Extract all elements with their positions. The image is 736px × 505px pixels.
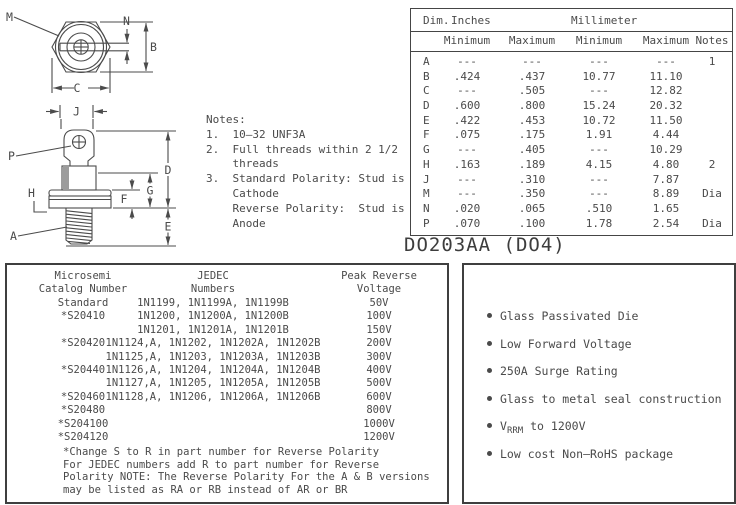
table-row bbox=[7, 391, 447, 404]
table-row bbox=[7, 310, 447, 323]
divider bbox=[411, 31, 732, 32]
dim-letter: H bbox=[423, 157, 430, 171]
table-row bbox=[411, 217, 732, 232]
dim-letter: A bbox=[423, 55, 430, 68]
peak-voltage: 1000V bbox=[363, 417, 395, 430]
col-header-max-inches: Maximum bbox=[508, 34, 556, 47]
footnote-line: Polarity NOTE: The Reverse Polarity For the A & B versions bbox=[63, 471, 430, 484]
inches-max: .405 bbox=[518, 143, 546, 157]
catalog-number: *S20410 bbox=[60, 310, 106, 323]
peak-voltage: 200V bbox=[366, 337, 392, 350]
jedec-numbers: 1N1200, 1N1200A, 1N1200B bbox=[137, 310, 289, 323]
note-line: Reverse Polarity: Stud is bbox=[206, 201, 405, 215]
catalog-number: *S204120 bbox=[57, 430, 109, 443]
inches-min: --- bbox=[457, 172, 477, 186]
mm-max: 8.89 bbox=[652, 187, 680, 201]
inches-max: .100 bbox=[518, 216, 546, 230]
inches-max: .350 bbox=[518, 187, 546, 201]
mm-max: 11.50 bbox=[649, 113, 683, 127]
header-microsemi: Microsemi bbox=[54, 270, 112, 282]
mm-max: 7.87 bbox=[652, 172, 680, 186]
dim-table-header-inches: Inches bbox=[451, 14, 491, 27]
table-row bbox=[411, 173, 732, 188]
jedec-numbers: 1N1201, 1N1201A, 1N1201B bbox=[137, 323, 289, 336]
dim-letter: J bbox=[423, 172, 430, 186]
dim-table-rows bbox=[411, 55, 732, 231]
inches-max: --- bbox=[522, 55, 542, 68]
dim-note: Dia bbox=[702, 216, 722, 230]
side-view bbox=[16, 119, 176, 246]
feature-item bbox=[464, 419, 734, 447]
table-row bbox=[7, 351, 447, 364]
header-voltage: Voltage bbox=[356, 283, 402, 295]
table-row bbox=[7, 337, 447, 350]
top-view bbox=[14, 17, 153, 118]
inches-min: .020 bbox=[453, 201, 481, 215]
inches-min: --- bbox=[457, 143, 477, 157]
package-drawing bbox=[0, 0, 200, 262]
inches-min: .070 bbox=[453, 216, 481, 230]
inches-max: .437 bbox=[518, 69, 546, 83]
peak-voltage: 300V bbox=[366, 350, 392, 363]
catalog-number: *S20480 bbox=[60, 404, 106, 417]
mm-min: .510 bbox=[585, 201, 613, 215]
features-list bbox=[464, 309, 734, 474]
mm-min: --- bbox=[589, 55, 609, 68]
dim-label-c: C bbox=[73, 81, 81, 95]
table-row bbox=[7, 297, 447, 310]
mm-max: --- bbox=[656, 55, 676, 68]
table-row bbox=[411, 99, 732, 114]
dim-table-header-dim: Dim. bbox=[423, 14, 450, 27]
dim-note: 2 bbox=[708, 157, 716, 171]
mm-min: --- bbox=[589, 172, 609, 186]
feature-item bbox=[464, 447, 734, 475]
catalog-number: Standard bbox=[57, 297, 109, 309]
jedec-numbers: 1N1199, 1N1199A, 1N1199B bbox=[137, 297, 289, 309]
divider bbox=[411, 51, 732, 52]
package-title: DO203AA (DO4) bbox=[404, 234, 566, 256]
header-numbers: Numbers bbox=[190, 283, 236, 295]
feature-text: Low cost Non–RoHS package bbox=[500, 446, 674, 461]
table-row bbox=[7, 324, 447, 337]
dim-letter: M bbox=[423, 187, 430, 201]
table-row bbox=[411, 202, 732, 217]
dimension-table bbox=[410, 8, 733, 236]
table-row bbox=[411, 84, 732, 99]
dim-letter: C bbox=[423, 84, 430, 98]
notes-block bbox=[206, 113, 405, 231]
jedec-numbers: 1N1128,A, 1N1206, 1N1206A, 1N1206B bbox=[105, 390, 321, 403]
mm-min: 1.91 bbox=[585, 128, 613, 142]
dim-letter: N bbox=[423, 201, 430, 215]
inches-max: .175 bbox=[518, 128, 546, 142]
catalog-number: *S204100 bbox=[57, 417, 109, 430]
mm-min: 10.72 bbox=[582, 113, 616, 127]
dim-letter: B bbox=[423, 69, 430, 83]
col-header-notes: Notes bbox=[695, 34, 729, 47]
mm-min: 4.15 bbox=[585, 157, 613, 171]
mm-min: 15.24 bbox=[582, 99, 616, 113]
note-line: 1. 10–32 UNF3A bbox=[206, 127, 306, 141]
table-row bbox=[411, 143, 732, 158]
table-row bbox=[7, 377, 447, 390]
inches-max: .065 bbox=[518, 201, 546, 215]
features-box bbox=[462, 263, 736, 504]
peak-voltage: 100V bbox=[366, 310, 392, 323]
mm-max: 2.54 bbox=[652, 216, 680, 230]
feature-item bbox=[464, 364, 734, 392]
peak-voltage: 800V bbox=[366, 404, 392, 417]
table-row bbox=[7, 431, 447, 444]
mm-max: 20.32 bbox=[649, 99, 683, 113]
feature-text: Glass Passivated Die bbox=[500, 309, 639, 323]
dim-letter: G bbox=[423, 143, 430, 157]
mm-min: 1.78 bbox=[585, 216, 613, 230]
note-line: Notes: bbox=[206, 113, 246, 126]
catalog-number: *S20440 bbox=[60, 363, 106, 376]
catalog-rows bbox=[7, 297, 447, 444]
feature-item bbox=[464, 392, 734, 420]
footnote-line: may be listed as RA or RB instead of AR or BR bbox=[63, 483, 348, 496]
mm-max: 4.80 bbox=[652, 157, 680, 171]
feature-item bbox=[464, 309, 734, 337]
feature-text: 250A Surge Rating bbox=[500, 364, 618, 378]
mm-max: 11.10 bbox=[649, 69, 683, 83]
inches-min: .600 bbox=[453, 99, 481, 113]
mm-max: 10.29 bbox=[649, 143, 683, 157]
inches-max: .189 bbox=[518, 157, 546, 171]
note-line: Cathode bbox=[206, 186, 279, 200]
catalog-number: *S20460 bbox=[60, 390, 106, 403]
inches-max: .505 bbox=[518, 84, 546, 98]
dim-letter: D bbox=[423, 99, 430, 113]
dim-label-g: G bbox=[146, 183, 154, 198]
dim-label-n: N bbox=[123, 14, 130, 28]
catalog-table bbox=[5, 263, 449, 504]
peak-voltage: 150V bbox=[366, 323, 392, 336]
feature-subscript: RRM bbox=[506, 426, 524, 436]
header-jedec: JEDEC bbox=[197, 270, 229, 282]
table-row bbox=[411, 55, 732, 70]
note-line: Anode bbox=[206, 216, 266, 230]
dim-label-j: J bbox=[73, 104, 80, 119]
col-header-min-mm: Minimum bbox=[575, 34, 623, 47]
feature-text: Glass to metal seal construction bbox=[500, 391, 722, 406]
dim-note: Dia bbox=[702, 187, 722, 201]
table-row bbox=[411, 114, 732, 129]
col-header-max-mm: Maximum bbox=[642, 34, 690, 47]
inches-max: .453 bbox=[518, 113, 546, 127]
footnote-line: *Change S to R in part number for Reverse Polarity bbox=[63, 446, 380, 458]
mm-min: 10.77 bbox=[582, 69, 616, 83]
inches-min: --- bbox=[457, 187, 477, 201]
feature-pre: V bbox=[500, 419, 507, 433]
mm-max: 1.65 bbox=[652, 201, 680, 215]
mm-min: --- bbox=[589, 143, 609, 157]
table-row bbox=[7, 404, 447, 417]
feature-text: to 1200V bbox=[523, 419, 586, 433]
table-row bbox=[7, 418, 447, 431]
header-catalog-number: Catalog Number bbox=[38, 283, 128, 295]
peak-voltage: 600V bbox=[366, 390, 392, 403]
inches-max: .800 bbox=[518, 99, 546, 113]
table-row bbox=[411, 158, 732, 173]
dim-label-m: M bbox=[6, 10, 13, 24]
feature-text: Low Forward Voltage bbox=[500, 336, 632, 351]
jedec-numbers: 1N1126,A, 1N1204, 1N1204A, 1N1204B bbox=[105, 363, 321, 376]
dim-letter: E bbox=[423, 113, 430, 127]
table-row bbox=[411, 128, 732, 143]
dim-label-h: H bbox=[28, 186, 35, 200]
mm-min: --- bbox=[589, 187, 609, 201]
mm-max: 12.82 bbox=[649, 84, 683, 98]
peak-voltage: 1200V bbox=[363, 430, 395, 443]
dim-label-e: E bbox=[164, 219, 172, 234]
catalog-footnote bbox=[63, 446, 430, 496]
inches-min: .422 bbox=[453, 113, 481, 127]
note-line: threads bbox=[206, 157, 279, 171]
jedec-numbers: 1N1127,A, 1N1205, 1N1205A, 1N1205B bbox=[105, 377, 321, 390]
peak-voltage: 400V bbox=[366, 363, 392, 376]
header-peak-reverse: Peak Reverse bbox=[341, 270, 417, 282]
dim-label-a: A bbox=[10, 229, 17, 243]
table-row bbox=[7, 364, 447, 377]
dim-table-header-millimeter: Millimeter bbox=[571, 14, 638, 27]
jedec-numbers: 1N1125,A, 1N1203, 1N1203A, 1N1203B bbox=[105, 350, 321, 363]
table-row bbox=[411, 70, 732, 85]
mm-max: 4.44 bbox=[652, 128, 680, 142]
inches-min: .075 bbox=[453, 128, 481, 142]
note-line: 2. Full threads within 2 1/2 bbox=[206, 142, 399, 156]
col-header-min-inches: Minimum bbox=[443, 34, 491, 47]
inches-min: --- bbox=[457, 55, 477, 68]
footnote-line: For JEDEC numbers add R to part number for Reverse bbox=[63, 458, 380, 471]
table-row bbox=[411, 187, 732, 202]
peak-voltage: 50V bbox=[369, 297, 389, 309]
feature-item bbox=[464, 337, 734, 365]
catalog-number: *S20420 bbox=[60, 337, 106, 350]
peak-voltage: 500V bbox=[366, 377, 392, 390]
dim-label-f: F bbox=[120, 192, 128, 206]
inches-min: .424 bbox=[453, 69, 481, 83]
note-line: 3. Standard Polarity: Stud is bbox=[206, 172, 405, 186]
dim-label-d: D bbox=[164, 163, 172, 177]
dim-letter: F bbox=[423, 128, 430, 142]
dim-letter: P bbox=[423, 216, 430, 230]
dim-label-b: B bbox=[150, 40, 157, 54]
mm-min: --- bbox=[589, 84, 609, 98]
inches-min: .163 bbox=[453, 157, 481, 171]
jedec-numbers: 1N1124,A, 1N1202, 1N1202A, 1N1202B bbox=[105, 337, 321, 350]
inches-min: --- bbox=[457, 84, 477, 98]
dim-label-p: P bbox=[8, 149, 15, 163]
dim-note: 1 bbox=[708, 55, 716, 68]
inches-max: .310 bbox=[518, 172, 546, 186]
